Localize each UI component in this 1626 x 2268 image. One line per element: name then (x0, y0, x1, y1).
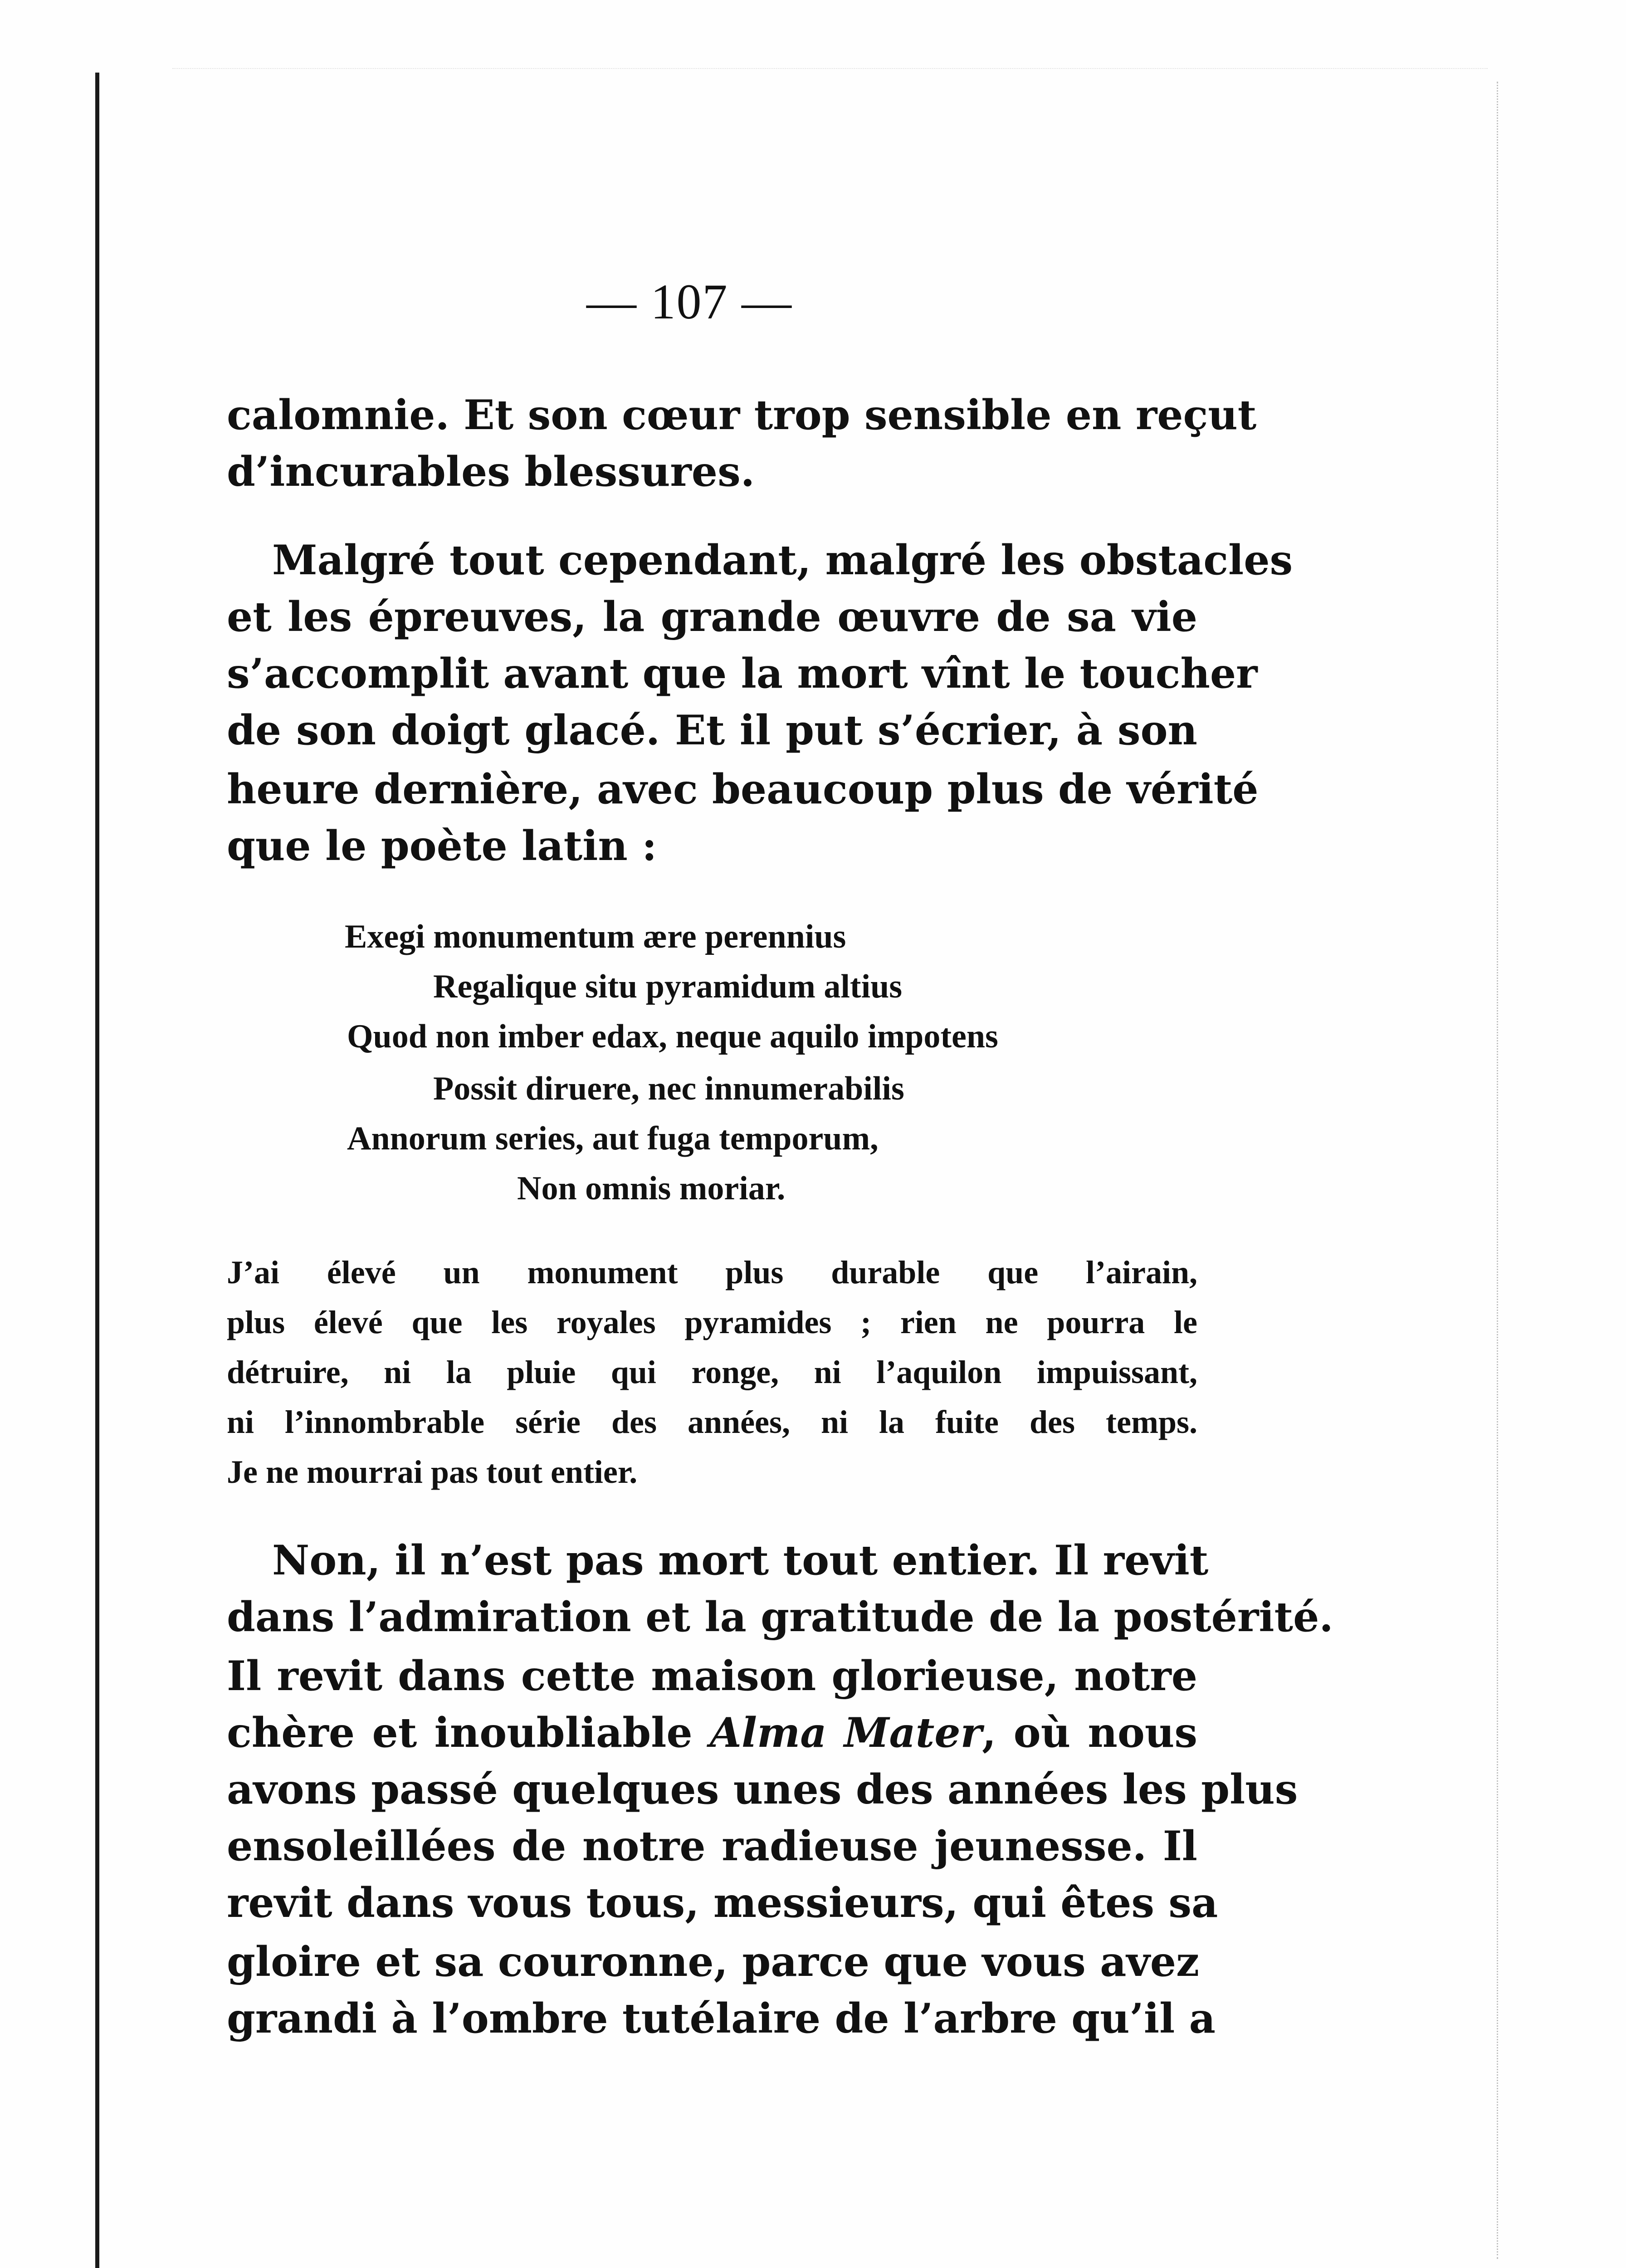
paragraph1-line-2: d’incurables blessures. (227, 448, 755, 496)
scan-noise-right (1497, 82, 1516, 2259)
translation-line-2: plus élevé que les royales pyramides ; rien ne pourra le (227, 1304, 1197, 1340)
poem-line-5: Annorum series, aut fuga temporum, (347, 1120, 879, 1157)
poem-line-1: Exegi monumentum ære perennius (345, 918, 846, 955)
poem-line-3: Quod non imber edax, neque aquilo impotens (347, 1018, 998, 1055)
paragraph1-line-1: calomnie. Et son cœur trop sensible en reçut (227, 391, 1257, 439)
paragraph2-line-2: et les épreuves, la grande œuvre de sa vie (227, 593, 1197, 641)
translation-line-1: J’ai élevé un monument plus durable que l’airain, (227, 1254, 1197, 1290)
paragraph3-line-4 (227, 1708, 1197, 1758)
paragraph2-line-4: de son doigt glacé. Et il put s’écrier, à son (227, 706, 1197, 754)
paragraph3-line-8: gloire et sa couronne, parce que vous avez (227, 1938, 1200, 1986)
paragraph3-line-5: avons passé quelques unes des années les plus (227, 1765, 1298, 1813)
paragraph2-line-5: heure dernière, avec beaucoup plus de vérité (227, 765, 1259, 813)
paragraph2-line-1: Malgré tout cependant, malgré les obstacles (272, 536, 1293, 584)
translation-line-5: Je ne mourrai pas tout entier. (227, 1454, 638, 1490)
paragraph3-line-2: dans l’admiration et la gratitude de la postérité. (227, 1593, 1333, 1641)
translation-line-3: détruire, ni la pluie qui ronge, ni l’aquilon impuissant, (227, 1354, 1197, 1390)
paragraph3-line-4-start: chère et inoubliable (227, 1709, 710, 1757)
poem-line-6: Non omnis moriar. (517, 1170, 786, 1207)
binding-edge-line (95, 73, 99, 2268)
page-number: — 107 — (586, 274, 792, 329)
poem-line-2: Regalique situ pyramidum altius (433, 968, 903, 1005)
paragraph3-line-9: grandi à l’ombre tutélaire de l’arbre qu’il a (227, 1994, 1216, 2043)
paragraph3-line-3: Il revit dans cette maison glorieuse, notre (227, 1652, 1197, 1700)
scan-noise-top (172, 68, 1488, 69)
alma-mater-italic: Alma Mater (709, 1709, 982, 1757)
poem-line-4: Possit diruere, nec innumerabilis (433, 1070, 904, 1107)
paragraph2-line-3: s’accomplit avant que la mort vînt le toucher (227, 650, 1258, 698)
paragraph3-line-7: revit dans vous tous, messieurs, qui êtes sa (227, 1879, 1218, 1927)
translation-line-4: ni l’innombrable série des années, ni la fuite des temps. (227, 1404, 1197, 1440)
paragraph3-line-1: Non, il n’est pas mort tout entier. Il revit (272, 1536, 1209, 1584)
paragraph3-line-6: ensoleillées de notre radieuse jeunesse. Il (227, 1822, 1197, 1870)
paragraph2-line-6: que le poète latin : (227, 822, 657, 870)
paragraph3-line-4-end: , où nous (982, 1709, 1197, 1757)
